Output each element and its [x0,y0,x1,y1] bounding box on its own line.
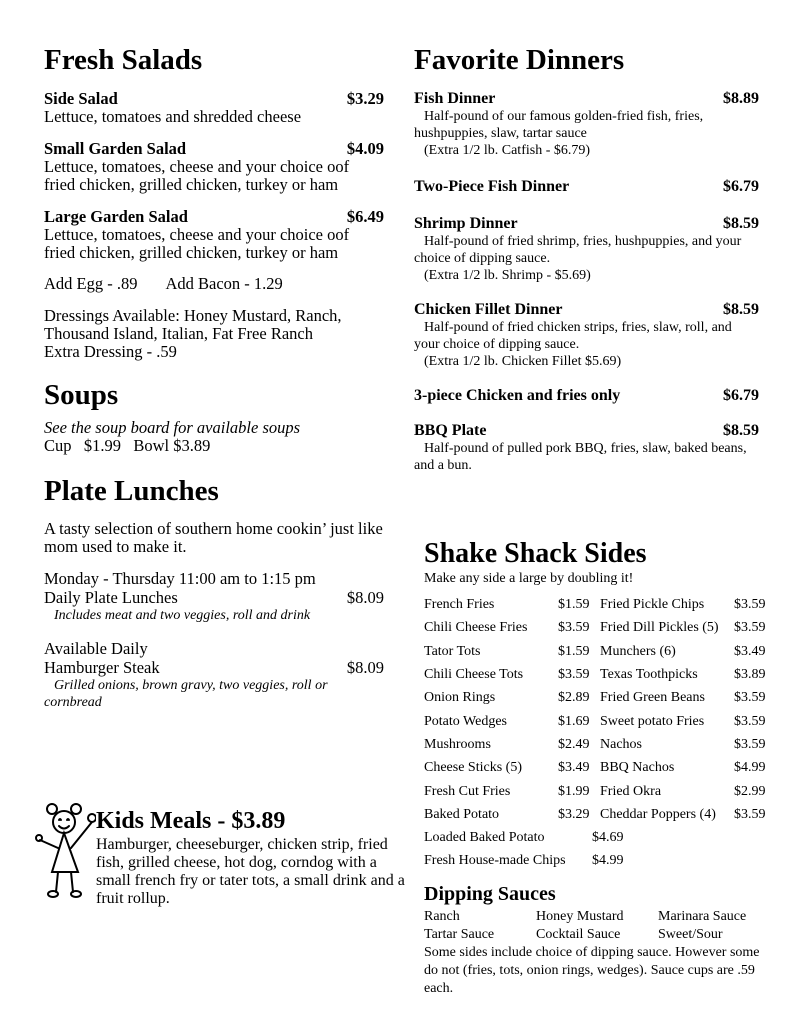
side-price: $3.49 [734,643,766,659]
side-name: Mushrooms [424,736,491,752]
salad-item [44,139,384,194]
kids-meals-heading: Kids Meals - $3.89 [96,808,286,834]
plate-hours: Monday - Thursday 11:00 am to 1:15 pm [44,569,316,589]
sauce-item: Marinara Sauce [658,908,747,924]
side-name: BBQ Nachos [600,760,675,776]
side-price: $3.59 [558,620,590,636]
item-name: Side Salad [44,89,118,109]
sauce-item: Sweet/Sour [658,926,723,942]
side-name: Baked Potato [424,806,500,822]
side-price: $1.59 [558,597,590,613]
side-price: $3.59 [734,713,766,729]
side-name: Cheddar Poppers (4) [600,806,716,822]
side-name: Fried Pickle Chips [600,597,705,613]
side-name: Texas Toothpicks [600,667,698,683]
soups-section [44,379,384,454]
sides-heading: Shake Shack Sides [424,538,647,569]
side-price: $3.49 [558,760,590,776]
item-desc: Half-pound of our famous golden-fried fish, fries, hushpuppies, slaw, tartar sauce [414,109,704,142]
item-desc: Lettuce, tomatoes and shredded cheese [44,107,302,127]
sauce-item: Cocktail Sauce [536,926,621,942]
side-name: French Fries [424,597,495,613]
side-name: Nachos [600,736,642,752]
side-price: $1.99 [558,783,590,799]
sides-subtitle: Make any side a large by doubling it! [424,571,634,587]
side-name: Onion Rings [424,690,496,706]
salad-item [44,89,384,126]
side-price: $4.69 [592,830,624,846]
item-name: Chicken Fillet Dinner [414,301,563,319]
dinners-section [414,44,759,487]
dressings-available: Dressings Available: Honey Mustard, Ranch, Thousand Island, Italian, Fat Free Ranch [44,306,342,344]
dinner-item [414,177,759,196]
daily-plate-note: Includes meat and two veggies, roll and drink [54,608,311,624]
sauce-item: Honey Mustard [536,908,624,924]
side-name: Loaded Baked Potato [424,830,545,846]
salads-heading: Fresh Salads [44,44,203,76]
side-price: $2.99 [734,783,766,799]
kid-drawing-icon [34,800,96,900]
item-name: Small Garden Salad [44,139,187,159]
side-name: Potato Wedges [424,713,507,729]
plate-lunches-section [44,475,384,711]
item-price: $8.59 [723,422,759,440]
side-name: Fresh Cut Fries [424,783,511,799]
side-price: $2.89 [558,690,590,706]
item-extra: (Extra 1/2 lb. Chicken Fillet $5.69) [424,354,622,370]
item-price: $6.79 [723,387,759,405]
side-name: Chili Cheese Fries [424,620,528,636]
available-daily: Available Daily [44,639,148,659]
side-name: Fresh House-made Chips [424,853,566,869]
item-name: Shrimp Dinner [414,215,518,233]
side-name: Fried Green Beans [600,690,705,706]
item-name: Large Garden Salad [44,207,188,227]
item-price: $6.79 [723,178,759,196]
dinner-item [414,300,759,370]
item-price: $8.59 [723,301,759,319]
soups-note: See the soup board for available soups [44,417,301,437]
item-price: $6.49 [346,207,384,227]
soups-prices: Cup $1.99 Bowl $3.89 [44,435,211,455]
side-price: $3.29 [558,806,590,822]
item-price: $8.89 [723,90,759,108]
salads-section [44,44,384,361]
side-price: $4.99 [592,853,624,869]
side-price: $3.59 [734,620,766,636]
daily-plate-price: $8.09 [346,588,384,608]
sides-section [424,538,774,998]
left-column [44,44,384,711]
daily-plate-name: Daily Plate Lunches [44,588,178,608]
side-price: $3.59 [558,667,590,683]
side-name: Sweet potato Fries [600,713,705,729]
soups-heading: Soups [44,379,119,412]
kids-meals-desc: Hamburger, cheeseburger, chicken strip, fried fish, grilled cheese, hot dog, corndog with a small french fry or tater tots, a small drink and a fruit rollup. [96,835,405,907]
item-desc: Lettuce, tomatoes, cheese and your choice oof fried chicken, grilled chicken, turkey or ham [44,157,350,195]
item-desc: Half-pound of fried shrimp, fries, hushpuppies, and your choice of dipping sauce. [414,234,742,267]
plate-lunches-heading: Plate Lunches [44,474,219,507]
side-name: Cheese Sticks (5) [424,760,522,776]
dipping-sauces-list [424,908,774,944]
dinner-item [414,386,759,405]
item-extra: (Extra 1/2 lb. Shrimp - $5.69) [424,268,591,284]
steak-price: $8.09 [346,658,384,678]
side-price: $3.89 [734,667,766,683]
item-price: $4.09 [346,139,384,159]
side-price: $4.99 [734,760,766,776]
salad-addons: Add Egg - .89 Add Bacon - 1.29 [44,274,283,294]
dinner-item [414,421,759,474]
side-name: Fried Okra [600,783,662,799]
item-name: Fish Dinner [414,90,496,108]
item-extra: (Extra 1/2 lb. Catfish - $6.79) [424,143,591,159]
dinner-item [414,214,759,284]
side-name: Fried Dill Pickles (5) [600,620,719,636]
side-price: $1.59 [558,643,590,659]
sauce-item: Tartar Sauce [424,926,495,942]
item-name: 3-piece Chicken and fries only [414,387,621,405]
side-price: $2.49 [558,736,590,752]
item-price: $3.29 [346,89,384,109]
item-name: BBQ Plate [414,422,487,440]
side-price: $3.59 [734,736,766,752]
side-name: Chili Cheese Tots [424,667,524,683]
side-price: $1.69 [558,713,590,729]
dipping-sauces-note: Some sides include choice of dipping sauce. However some do not (fries, tots, onion rings, wedges). Sauce cups are .59 each. [424,944,760,996]
sides-extra-table [424,826,774,873]
side-price: $3.59 [734,597,766,613]
kids-meals-section [96,808,411,908]
salad-item [44,207,384,262]
steak-name: Hamburger Steak [44,658,160,678]
extra-dressing: Extra Dressing - .59 [44,342,177,362]
dinners-heading: Favorite Dinners [414,44,625,76]
item-name: Two-Piece Fish Dinner [414,178,570,196]
item-price: $8.59 [723,215,759,233]
item-desc: Lettuce, tomatoes, cheese and your choice oof fried chicken, grilled chicken, turkey or ham [44,225,350,263]
side-price: $3.59 [734,690,766,706]
dinner-item [414,89,759,159]
item-desc: Half-pound of fried chicken strips, fries, slaw, roll, and your choice of dipping sauce. [414,320,732,353]
item-desc: Half-pound of pulled pork BBQ, fries, slaw, baked beans, and a bun. [414,441,747,474]
side-name: Munchers (6) [600,643,676,659]
steak-note: Grilled onions, brown gravy, two veggies, roll or cornbread [44,678,328,711]
side-price: $3.59 [734,806,766,822]
plate-intro: A tasty selection of southern home cookin’ just like mom used to make it. [44,519,383,557]
dipping-sauces-heading: Dipping Sauces [424,882,556,905]
sides-table [424,593,774,826]
side-name: Tator Tots [424,643,481,659]
dipping-sauces-section [424,883,774,998]
sauce-item: Ranch [424,908,460,924]
